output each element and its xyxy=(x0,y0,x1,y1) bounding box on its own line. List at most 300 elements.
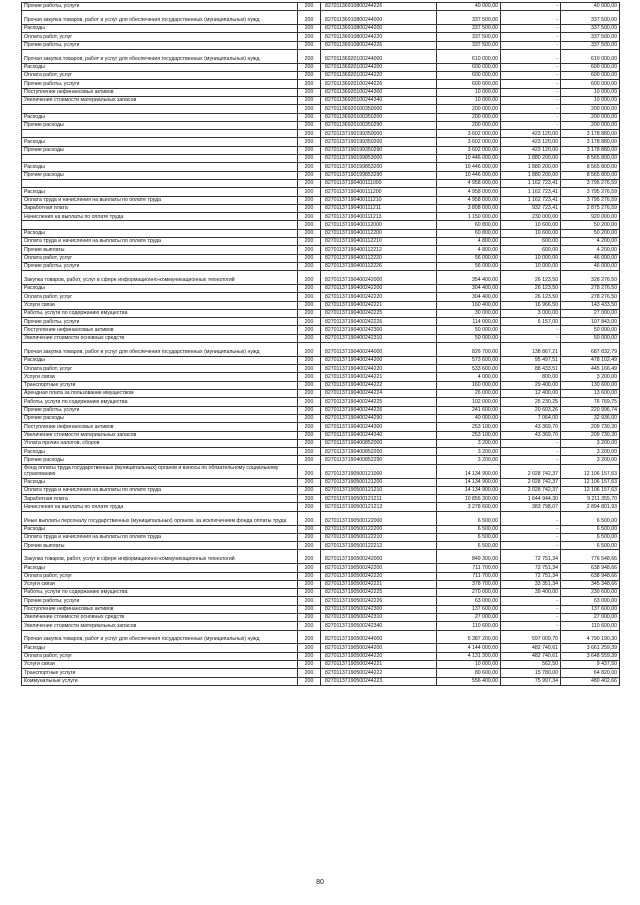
row-kbk-cell: 82701137190199350000 xyxy=(321,130,437,138)
row-kbk-cell: 82701137190400242300 xyxy=(321,326,437,334)
table-row xyxy=(22,271,620,285)
row-executed-cell: 43 369,70 xyxy=(501,423,561,431)
row-approved-cell: 50 000,00 xyxy=(437,326,501,334)
row-executed-cell: 800,00 xyxy=(501,373,561,381)
table-row xyxy=(22,456,620,464)
row-approved-cell: 533 600,00 xyxy=(437,365,501,373)
row-approved-cell: 337 500,00 xyxy=(437,33,501,41)
row-kbk-cell: 82701137190400112200 xyxy=(321,229,437,237)
row-kbk-cell: 82701137190500244222 xyxy=(321,669,437,677)
row-executed-cell: 10 600,00 xyxy=(501,221,561,229)
report-sheet xyxy=(21,2,619,686)
row-remaining-cell: 3 200,00 xyxy=(561,439,620,447)
row-name-cell: Транспортные услуги xyxy=(22,669,298,677)
row-executed-cell: - xyxy=(501,41,561,49)
row-code-cell: 200 xyxy=(298,589,321,597)
row-name-cell: Коммунальные услуги xyxy=(22,677,298,685)
table-row xyxy=(22,262,620,270)
row-code-cell: 200 xyxy=(298,511,321,525)
table-row xyxy=(22,41,620,49)
row-code-cell: 200 xyxy=(298,188,321,196)
row-name-cell xyxy=(22,155,298,163)
row-executed-cell: - xyxy=(501,72,561,80)
row-name-cell: Услуги связи xyxy=(22,660,298,668)
table-row xyxy=(22,138,620,146)
table-row xyxy=(22,33,620,41)
row-kbk-cell: 82701137190500244221 xyxy=(321,660,437,668)
row-executed-cell: - xyxy=(501,326,561,334)
row-code-cell: 200 xyxy=(298,414,321,422)
row-remaining-cell: 200 000,00 xyxy=(561,113,620,121)
row-executed-cell: - xyxy=(501,49,561,63)
table-row xyxy=(22,254,620,262)
row-approved-cell: 50 000,00 xyxy=(437,334,501,342)
row-executed-cell: 423 120,00 xyxy=(501,138,561,146)
row-name-cell: Оплата работ, услуг xyxy=(22,72,298,80)
row-kbk-cell: 82701136920100244300 xyxy=(321,88,437,96)
row-approved-cell: 3 200,00 xyxy=(437,456,501,464)
row-name-cell: Прочие работы, услуги xyxy=(22,406,298,414)
row-kbk-cell: 82701136920100244340 xyxy=(321,96,437,104)
row-kbk-cell: 82701137190400242226 xyxy=(321,318,437,326)
row-approved-cell: 6 500,00 xyxy=(437,525,501,533)
row-code-cell: 200 xyxy=(298,644,321,652)
row-code-cell: 200 xyxy=(298,80,321,88)
row-approved-cell: 253 100,00 xyxy=(437,423,501,431)
row-name-cell: Расходы xyxy=(22,138,298,146)
table-row xyxy=(22,597,620,605)
row-name-cell: Прочая закупка товаров, работ и услуг для обеспечения государственных (муниципальных) нужд xyxy=(22,343,298,357)
row-executed-cell: - xyxy=(501,113,561,121)
row-name-cell: Заработная плата xyxy=(22,204,298,212)
row-executed-cell: 383 798,07 xyxy=(501,503,561,511)
row-name-cell: Оплата работ, услуг xyxy=(22,365,298,373)
row-executed-cell: - xyxy=(501,96,561,104)
row-kbk-cell: 82701137190500242221 xyxy=(321,580,437,588)
row-kbk-cell: 82701137190500121210 xyxy=(321,486,437,494)
row-kbk-cell: 82701137190500122212 xyxy=(321,542,437,550)
row-kbk-cell: 82701137190500242226 xyxy=(321,597,437,605)
row-code-cell: 200 xyxy=(298,11,321,25)
row-kbk-cell: 82701137190400111211 xyxy=(321,204,437,212)
row-code-cell: 200 xyxy=(298,301,321,309)
row-name-cell: Начисления на выплаты по оплате труда xyxy=(22,213,298,221)
table-row xyxy=(22,318,620,326)
table-row xyxy=(22,660,620,668)
table-row xyxy=(22,564,620,572)
row-executed-cell: 33 351,34 xyxy=(501,580,561,588)
row-name-cell: Расходы xyxy=(22,188,298,196)
row-executed-cell: 43 369,70 xyxy=(501,431,561,439)
row-approved-cell: 4 800,00 xyxy=(437,246,501,254)
row-name-cell: Начисления на выплаты по оплате труда xyxy=(22,503,298,511)
row-executed-cell: - xyxy=(501,25,561,33)
row-kbk-cell: 82701137190500121200 xyxy=(321,478,437,486)
table-row xyxy=(22,80,620,88)
row-kbk-cell: 82701136920100350290 xyxy=(321,121,437,129)
row-approved-cell: 10 446 000,00 xyxy=(437,155,501,163)
row-remaining-cell: 3 178 880,00 xyxy=(561,146,620,154)
row-name-cell: Прочие расходы xyxy=(22,456,298,464)
row-approved-cell: 10 000,00 xyxy=(437,96,501,104)
row-code-cell: 200 xyxy=(298,155,321,163)
row-remaining-cell: 209 730,30 xyxy=(561,431,620,439)
row-kbk-cell: 82701137190199350200 xyxy=(321,138,437,146)
row-name-cell: Прочие работы, услуги xyxy=(22,262,298,270)
table-row xyxy=(22,381,620,389)
row-kbk-cell: 82701136920100244200 xyxy=(321,63,437,71)
row-kbk-cell: 82701137190500244220 xyxy=(321,652,437,660)
table-row xyxy=(22,293,620,301)
row-code-cell: 200 xyxy=(298,572,321,580)
row-approved-cell: 354 400,00 xyxy=(437,271,501,285)
row-remaining-cell: 46 000,00 xyxy=(561,262,620,270)
row-executed-cell: 482 740,61 xyxy=(501,652,561,660)
row-name-cell: Расходы xyxy=(22,285,298,293)
row-name-cell: Увеличение стоимости материальных запасов xyxy=(22,431,298,439)
row-executed-cell: 39 400,00 xyxy=(501,589,561,597)
row-remaining-cell: 8 565 800,00 xyxy=(561,163,620,171)
row-kbk-cell: 82701137190500121213 xyxy=(321,503,437,511)
table-row xyxy=(22,423,620,431)
row-code-cell: 200 xyxy=(298,564,321,572)
row-executed-cell: - xyxy=(501,613,561,621)
table-row xyxy=(22,163,620,171)
row-remaining-cell: 107 843,00 xyxy=(561,318,620,326)
row-remaining-cell: 50 000,00 xyxy=(561,326,620,334)
row-remaining-cell: 8 565 800,00 xyxy=(561,171,620,179)
row-kbk-cell: 82701137190400852200 xyxy=(321,448,437,456)
row-code-cell: 200 xyxy=(298,580,321,588)
row-kbk-cell: 82701137190500122210 xyxy=(321,533,437,541)
row-remaining-cell: 6 500,00 xyxy=(561,511,620,525)
row-kbk-cell: 82701137190500242300 xyxy=(321,605,437,613)
row-code-cell: 200 xyxy=(298,343,321,357)
row-remaining-cell: 478 102,49 xyxy=(561,356,620,364)
row-name-cell: Прочие расходы xyxy=(22,121,298,129)
row-name-cell: Расходы xyxy=(22,564,298,572)
row-approved-cell: 826 700,00 xyxy=(437,343,501,357)
row-executed-cell: 26 123,50 xyxy=(501,271,561,285)
row-remaining-cell: 50 200,00 xyxy=(561,229,620,237)
row-remaining-cell: 63 000,00 xyxy=(561,597,620,605)
row-kbk-cell: 82701137190400242220 xyxy=(321,293,437,301)
row-code-cell: 200 xyxy=(298,334,321,342)
row-executed-cell: 1 162 723,41 xyxy=(501,196,561,204)
row-executed-cell: 29 400,00 xyxy=(501,381,561,389)
row-code-cell: 200 xyxy=(298,254,321,262)
table-row xyxy=(22,605,620,613)
row-name-cell: Прочие работы, услуги xyxy=(22,318,298,326)
row-kbk-cell: 82701137190500122000 xyxy=(321,511,437,525)
row-code-cell: 200 xyxy=(298,196,321,204)
row-remaining-cell: 3 795 276,59 xyxy=(561,179,620,187)
row-kbk-cell: 82701136920100244000 xyxy=(321,49,437,63)
row-name-cell: Поступление нефинансовых активов xyxy=(22,605,298,613)
row-code-cell: 200 xyxy=(298,381,321,389)
table-row xyxy=(22,72,620,80)
table-row xyxy=(22,630,620,644)
row-code-cell: 200 xyxy=(298,550,321,564)
row-remaining-cell: 12 106 157,63 xyxy=(561,464,620,478)
row-approved-cell: 3 602 000,00 xyxy=(437,138,501,146)
row-executed-cell: - xyxy=(501,448,561,456)
row-kbk-cell: 82701137190400244000 xyxy=(321,343,437,357)
table-row xyxy=(22,105,620,113)
row-executed-cell: 6 157,00 xyxy=(501,318,561,326)
row-kbk-cell: 82701137190400242200 xyxy=(321,285,437,293)
row-code-cell: 200 xyxy=(298,130,321,138)
row-code-cell: 200 xyxy=(298,3,321,11)
row-name-cell: Работы, услуги по содержанию имущества xyxy=(22,309,298,317)
table-row xyxy=(22,533,620,541)
row-executed-cell: 597 009,70 xyxy=(501,630,561,644)
table-row xyxy=(22,406,620,414)
row-kbk-cell: 82701137190400244226 xyxy=(321,406,437,414)
row-remaining-cell: 445 166,49 xyxy=(561,365,620,373)
row-kbk-cell: 82701137190400244222 xyxy=(321,381,437,389)
row-code-cell: 200 xyxy=(298,238,321,246)
row-code-cell: 200 xyxy=(298,204,321,212)
row-executed-cell: - xyxy=(501,105,561,113)
row-remaining-cell: 3 795 276,59 xyxy=(561,188,620,196)
table-row xyxy=(22,96,620,104)
row-executed-cell: - xyxy=(501,33,561,41)
table-row xyxy=(22,486,620,494)
row-executed-cell: 1 880 200,00 xyxy=(501,155,561,163)
row-code-cell: 200 xyxy=(298,677,321,685)
row-approved-cell: 304 400,00 xyxy=(437,293,501,301)
row-kbk-cell: 82701137190400111000 xyxy=(321,179,437,187)
row-executed-cell: 562,50 xyxy=(501,660,561,668)
row-code-cell: 200 xyxy=(298,121,321,129)
row-code-cell: 200 xyxy=(298,105,321,113)
row-remaining-cell: 27 000,00 xyxy=(561,613,620,621)
table-row xyxy=(22,130,620,138)
row-executed-cell: 72 751,34 xyxy=(501,564,561,572)
row-code-cell: 200 xyxy=(298,229,321,237)
table-row xyxy=(22,677,620,685)
row-executed-cell: 600,00 xyxy=(501,246,561,254)
row-kbk-cell: 82701136910800244226 xyxy=(321,41,437,49)
row-kbk-cell: 82701137190500244200 xyxy=(321,644,437,652)
row-name-cell: Прочая закупка товаров, работ и услуг для обеспечения государственных (муниципальных) нужд xyxy=(22,11,298,25)
row-code-cell: 200 xyxy=(298,597,321,605)
row-name-cell: Оплата работ, услуг xyxy=(22,254,298,262)
row-name-cell: Увеличение стоимости основных средств xyxy=(22,613,298,621)
row-code-cell: 200 xyxy=(298,456,321,464)
row-approved-cell: 6 500,00 xyxy=(437,511,501,525)
table-row xyxy=(22,171,620,179)
row-approved-cell: 6 500,00 xyxy=(437,542,501,550)
row-executed-cell: 1 644 944,30 xyxy=(501,495,561,503)
row-approved-cell: 1 150 000,00 xyxy=(437,213,501,221)
table-row xyxy=(22,146,620,154)
row-executed-cell: - xyxy=(501,3,561,11)
table-row xyxy=(22,622,620,630)
row-kbk-cell: 82701137190500242200 xyxy=(321,564,437,572)
row-executed-cell: 10 000,00 xyxy=(501,254,561,262)
table-row xyxy=(22,334,620,342)
row-approved-cell: 3 200,00 xyxy=(437,439,501,447)
row-approved-cell: 14 134 900,00 xyxy=(437,486,501,494)
row-remaining-cell: 4 200,00 xyxy=(561,246,620,254)
row-code-cell: 200 xyxy=(298,622,321,630)
row-approved-cell: 4 144 000,00 xyxy=(437,644,501,652)
row-executed-cell: - xyxy=(501,597,561,605)
row-kbk-cell: 82701136910800244226 xyxy=(321,3,437,11)
table-row xyxy=(22,221,620,229)
table-row xyxy=(22,49,620,63)
row-kbk-cell: 82701137190500122200 xyxy=(321,525,437,533)
row-name-cell: Прочие расходы xyxy=(22,171,298,179)
row-kbk-cell: 82701137190500121000 xyxy=(321,464,437,478)
row-kbk-cell: 82701137190500121211 xyxy=(321,495,437,503)
row-code-cell: 200 xyxy=(298,285,321,293)
row-remaining-cell: 46 000,00 xyxy=(561,254,620,262)
row-approved-cell: 14 134 900,00 xyxy=(437,464,501,478)
row-name-cell: Поступление нефинансовых активов xyxy=(22,326,298,334)
row-executed-cell: 230 000,00 xyxy=(501,213,561,221)
row-executed-cell: - xyxy=(501,334,561,342)
row-remaining-cell: 600 000,00 xyxy=(561,63,620,71)
row-remaining-cell: 3 648 559,39 xyxy=(561,652,620,660)
row-approved-cell: 114 000,00 xyxy=(437,318,501,326)
row-kbk-cell: 82701136920100244226 xyxy=(321,80,437,88)
row-approved-cell: 10 000,00 xyxy=(437,660,501,668)
row-name-cell: Заработная плата xyxy=(22,495,298,503)
row-code-cell: 200 xyxy=(298,495,321,503)
row-kbk-cell: 82701137190199350290 xyxy=(321,146,437,154)
row-executed-cell: - xyxy=(501,88,561,96)
row-remaining-cell: 920 000,00 xyxy=(561,213,620,221)
row-approved-cell: 3 278 600,00 xyxy=(437,503,501,511)
table-row xyxy=(22,478,620,486)
row-kbk-cell: 82701137190500242000 xyxy=(321,550,437,564)
row-remaining-cell: 345 348,66 xyxy=(561,580,620,588)
row-name-cell: Прочие работы, услуги xyxy=(22,80,298,88)
row-remaining-cell: 220 996,74 xyxy=(561,406,620,414)
row-executed-cell: 138 867,21 xyxy=(501,343,561,357)
row-remaining-cell: 328 276,50 xyxy=(561,271,620,285)
row-approved-cell: 337 500,00 xyxy=(437,25,501,33)
row-remaining-cell: 3 200,00 xyxy=(561,456,620,464)
table-row xyxy=(22,11,620,25)
row-remaining-cell: 130 600,00 xyxy=(561,381,620,389)
row-name-cell: Оплата работ, услуг xyxy=(22,652,298,660)
row-name-cell xyxy=(22,105,298,113)
row-name-cell: Расходы xyxy=(22,478,298,486)
row-kbk-cell: 82701137190400111210 xyxy=(321,196,437,204)
row-executed-cell: 20 603,26 xyxy=(501,406,561,414)
row-name-cell: Прочие работы, услуги xyxy=(22,41,298,49)
row-approved-cell: 137 600,00 xyxy=(437,605,501,613)
row-executed-cell: - xyxy=(501,533,561,541)
row-code-cell: 200 xyxy=(298,309,321,317)
row-code-cell: 200 xyxy=(298,406,321,414)
row-remaining-cell: 638 948,66 xyxy=(561,572,620,580)
table-body xyxy=(22,3,620,686)
row-remaining-cell: 600 000,00 xyxy=(561,80,620,88)
row-code-cell: 200 xyxy=(298,63,321,71)
row-approved-cell: 849 300,00 xyxy=(437,550,501,564)
row-kbk-cell: 82701137190400112226 xyxy=(321,262,437,270)
table-row xyxy=(22,589,620,597)
table-row xyxy=(22,88,620,96)
row-code-cell: 200 xyxy=(298,25,321,33)
row-code-cell: 200 xyxy=(298,525,321,533)
row-kbk-cell: 82701137190500242220 xyxy=(321,572,437,580)
row-kbk-cell: 82701137190400112220 xyxy=(321,254,437,262)
row-executed-cell: 72 751,34 xyxy=(501,572,561,580)
row-approved-cell: 3 200,00 xyxy=(437,448,501,456)
row-remaining-cell: 143 433,50 xyxy=(561,301,620,309)
row-remaining-cell: 6 500,00 xyxy=(561,525,620,533)
row-name-cell: Иные выплаты персоналу государственных (муниципальных) органов, за исключением фонда оплаты труда xyxy=(22,511,298,525)
row-kbk-cell: 82701137190400244225 xyxy=(321,398,437,406)
row-code-cell: 200 xyxy=(298,423,321,431)
table-row xyxy=(22,113,620,121)
row-remaining-cell: 2 875 276,59 xyxy=(561,204,620,212)
row-code-cell: 200 xyxy=(298,448,321,456)
table-row xyxy=(22,669,620,677)
row-executed-cell: 26 123,50 xyxy=(501,293,561,301)
row-name-cell: Закупка товаров, работ, услуг в сфере информационно-коммуникационных технологий xyxy=(22,271,298,285)
row-approved-cell: 337 500,00 xyxy=(437,41,501,49)
row-executed-cell: 932 723,41 xyxy=(501,204,561,212)
row-executed-cell: - xyxy=(501,605,561,613)
row-name-cell: Услуги связи xyxy=(22,301,298,309)
row-kbk-cell: 82701137190400244340 xyxy=(321,431,437,439)
row-name-cell: Расходы xyxy=(22,525,298,533)
row-remaining-cell: 337 500,00 xyxy=(561,41,620,49)
row-code-cell: 200 xyxy=(298,96,321,104)
row-remaining-cell: 610 000,00 xyxy=(561,49,620,63)
row-code-cell: 200 xyxy=(298,542,321,550)
row-remaining-cell: 209 730,30 xyxy=(561,423,620,431)
row-name-cell: Прочая закупка товаров, работ и услуг для обеспечения государственных (муниципальных) нужд xyxy=(22,630,298,644)
row-kbk-cell: 82701137190500244000 xyxy=(321,630,437,644)
row-executed-cell: - xyxy=(501,511,561,525)
row-kbk-cell: 82701137190400244290 xyxy=(321,414,437,422)
table-row xyxy=(22,188,620,196)
table-row xyxy=(22,213,620,221)
row-remaining-cell: 3 200,00 xyxy=(561,448,620,456)
row-approved-cell: 60 800,00 xyxy=(437,221,501,229)
row-code-cell: 200 xyxy=(298,630,321,644)
row-approved-cell: 56 000,00 xyxy=(437,254,501,262)
row-approved-cell: 4 958 000,00 xyxy=(437,188,501,196)
row-code-cell: 200 xyxy=(298,41,321,49)
row-remaining-cell: 337 500,00 xyxy=(561,25,620,33)
row-name-cell: Уплата прочих налогов, сборов xyxy=(22,439,298,447)
row-executed-cell: - xyxy=(501,63,561,71)
row-approved-cell: 80 600,00 xyxy=(437,669,501,677)
row-code-cell: 200 xyxy=(298,613,321,621)
row-executed-cell: - xyxy=(501,121,561,129)
row-name-cell: Прочие расходы xyxy=(22,146,298,154)
row-executed-cell: 15 780,00 xyxy=(501,669,561,677)
table-row xyxy=(22,390,620,398)
row-kbk-cell: 82701137190500242225 xyxy=(321,589,437,597)
table-row xyxy=(22,414,620,422)
row-executed-cell: - xyxy=(501,456,561,464)
table-row xyxy=(22,511,620,525)
row-kbk-cell: 82701137190400112212 xyxy=(321,246,437,254)
row-kbk-cell: 82701137190199853290 xyxy=(321,171,437,179)
table-row xyxy=(22,179,620,187)
row-remaining-cell: 3 795 276,59 xyxy=(561,196,620,204)
